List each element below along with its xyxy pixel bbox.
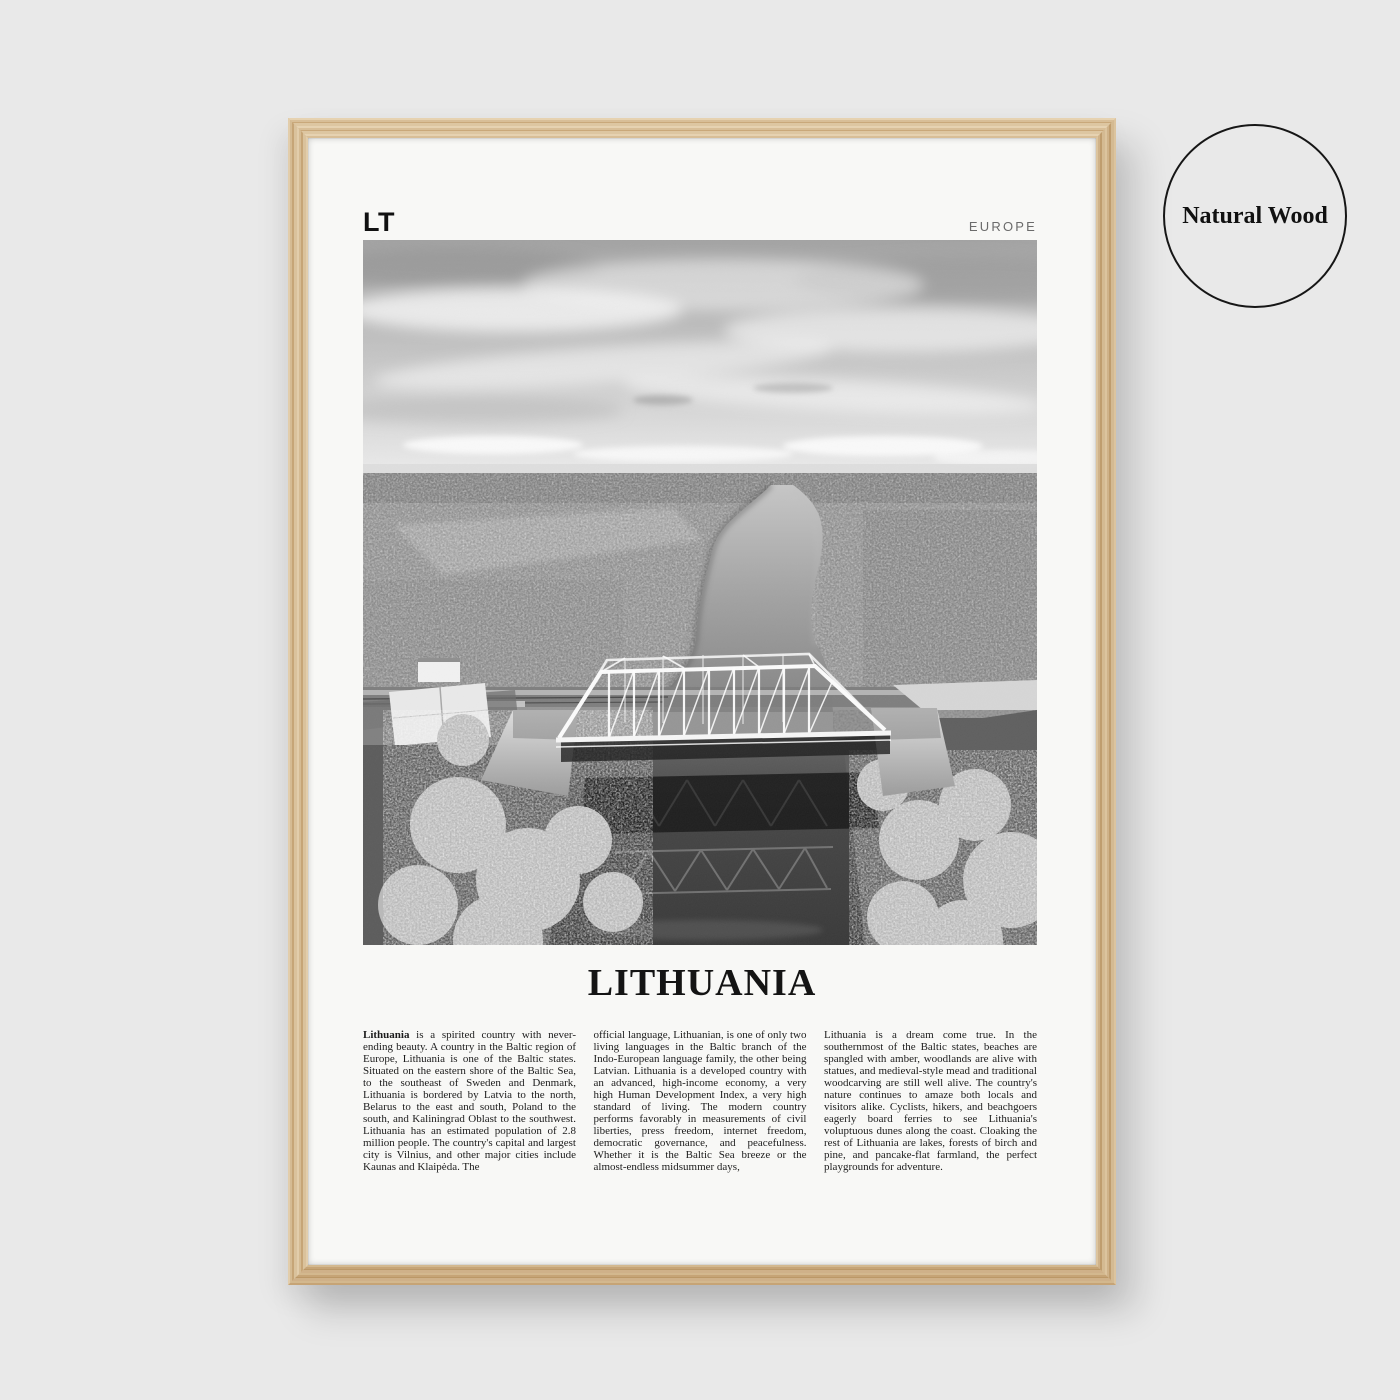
article-column-text: official language, Lithuanian, is one of only two living languages in the Baltic branch of the Indo-European language family, the other being Latvian. Lithuania is a developed country with an advanced, high-income economy, a very high Human Development Index, a very high standard of living. The modern country performs favorably in measurements of civil liberties, press freedom, internet freedom, democratic governance, and peacefulness. Whether it is the Baltic Sea breeze or the almost-endless midsummer days, bbox=[593, 1029, 807, 1173]
natural-wood-badge bbox=[1163, 124, 1347, 308]
poster-title: LITHUANIA bbox=[587, 962, 817, 1004]
poster bbox=[308, 138, 1096, 1265]
article-column-2 bbox=[594, 1029, 807, 1173]
article-column-3 bbox=[824, 1029, 1037, 1173]
article-column-1 bbox=[363, 1029, 576, 1173]
aerial-river-bridge-illustration bbox=[363, 240, 1037, 945]
article bbox=[363, 1029, 1037, 1173]
frame-edge-right bbox=[1096, 118, 1116, 1285]
frame-edge-left bbox=[288, 118, 308, 1285]
country-photo bbox=[363, 240, 1037, 945]
country-code-label: LT bbox=[363, 207, 395, 237]
article-column-text: is a spirited country with never-ending beauty. A country in the Baltic region of Europe, Lithuania is one of the Baltic states. Situated on the eastern shore of the Baltic Sea, to the southeast of Sweden and Denmark, Lithuania is bordered by Latvia to the north, Belarus to the east and south, Poland to the south, and Kaliningrad Oblast to the southwest. Lithuania has an estimated population of 2.8 million people. The country's capital and largest city is Vilnius, and other major cities include Kaunas and Klaipėda. The bbox=[363, 1029, 576, 1173]
poster-frame bbox=[288, 118, 1116, 1285]
badge-label: Natural Wood bbox=[1182, 202, 1328, 229]
photo-grain bbox=[363, 240, 1037, 945]
frame-edge-top bbox=[288, 118, 1116, 138]
article-lead-word: Lithuania bbox=[363, 1029, 410, 1041]
region-label: EUROPE bbox=[968, 219, 1037, 234]
article-column-text: Lithuania is a dream come true. In the southernmost of the Baltic states, beaches are spangled with amber, woodlands are alive with statues, and medieval-style mead and traditional woodcarving are still well alive. The country's nature continues to amaze both locals and visitors alike. Cyclists, hikers, and beachgoers eagerly board ferries to see Lithuania's voluptuous dunes along the coast. Cloaking the rest of Lithuania are lakes, forests of birch and pine, and pancake-flat farmland, the perfect playgrounds for adventure. bbox=[824, 1029, 1037, 1173]
frame-edge-bottom bbox=[288, 1265, 1116, 1285]
